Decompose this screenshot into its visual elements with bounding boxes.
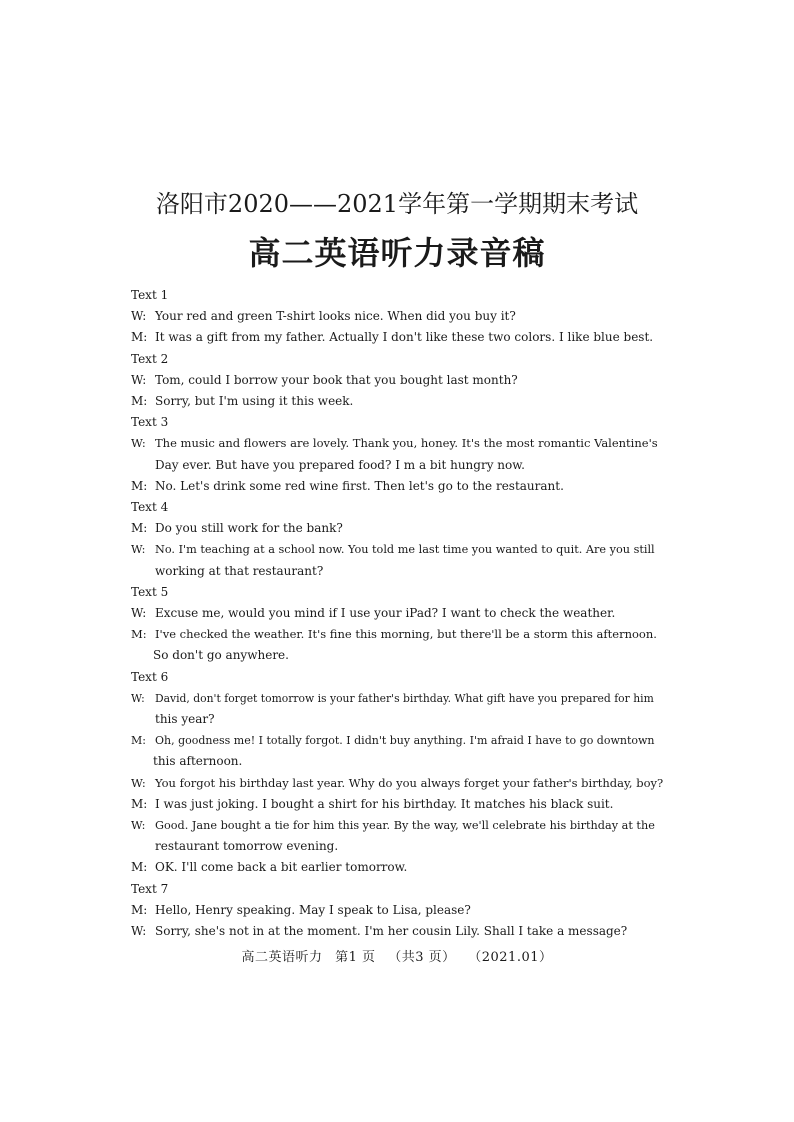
speaker-label: M:	[131, 902, 148, 917]
dialogue-line	[131, 433, 663, 454]
speaker-label: M:	[131, 627, 147, 642]
speaker-label: W:	[131, 691, 145, 705]
dialogue-continuation: this afternoon.	[153, 754, 243, 769]
dialogue-continuation: this year?	[155, 712, 215, 727]
dialogue-text: Oh, goodness me! I totally forgot. I didn't buy anything. I'm afraid I have to go downtown	[155, 734, 655, 748]
text-label: Text 6	[131, 669, 169, 684]
dialogue-line	[131, 476, 663, 497]
speaker-label: W:	[131, 819, 146, 833]
dialogue-text: No. Let's drink some red wine first. Then let's go to the restaurant.	[155, 478, 564, 493]
dialogue-text: I've checked the weather. It's fine this morning, but there'll be a storm this afternoon.	[155, 627, 657, 642]
dialogue-line	[131, 794, 663, 815]
dialogue-line	[131, 539, 663, 560]
text-label: Text 7	[131, 881, 169, 896]
dialogue-line	[131, 815, 663, 836]
dialogue-line	[131, 773, 663, 794]
document-title: 高二英语听力录音稿	[248, 234, 546, 272]
dialogue-continuation: restaurant tomorrow evening.	[155, 839, 339, 854]
footer-page-total: （共3 页）	[388, 950, 456, 965]
exam-title: 洛阳市2020——2021学年第一学期期末考试	[155, 190, 639, 218]
text-label: Text 1	[131, 288, 169, 302]
dialogue-text: OK. I'll come back a bit earlier tomorrow.	[155, 860, 408, 875]
text-label: Text 4	[131, 500, 169, 515]
speaker-label: W:	[131, 436, 146, 451]
dialogue-text: David, don't forget tomorrow is your father's birthday. What gift have you prepared for him	[155, 691, 654, 705]
dialogue-line	[131, 688, 663, 709]
dialogue-text: I was just joking. I bought a shirt for his birthday. It matches his black suit.	[155, 796, 614, 811]
dialogue-line	[131, 900, 663, 921]
dialogue-text: It was a gift from my father. Actually I don't like these two colors. I like blue best.	[155, 330, 654, 345]
speaker-label: M:	[131, 478, 148, 493]
text-label: Text 5	[131, 584, 169, 599]
footer-subject: 高二英语听力	[241, 950, 323, 965]
dialogue-text: Hello, Henry speaking. May I speak to Lisa, please?	[155, 902, 471, 917]
footer-date: （2021.01）	[468, 950, 553, 965]
speaker-label: W:	[131, 775, 146, 790]
dialogue-text: Sorry, she's not in at the moment. I'm her cousin Lily. Shall I take a message?	[155, 924, 628, 939]
speaker-label: W:	[131, 924, 147, 939]
footer-page-number: 第1 页	[335, 950, 376, 965]
dialogue-line	[131, 306, 663, 327]
dialogue-line	[131, 730, 663, 751]
speaker-label: M:	[131, 860, 148, 875]
dialogue-continuation: working at that restaurant?	[155, 563, 324, 578]
dialogue-text: No. I'm teaching at a school now. You told me last time you wanted to quit. Are you still	[155, 543, 655, 557]
speaker-label: M:	[131, 734, 146, 748]
speaker-label: M:	[131, 330, 148, 345]
dialogue-continuation: Day ever. But have you prepared food? I m a bit hungry now.	[155, 457, 525, 472]
speaker-label: W:	[131, 606, 147, 621]
dialogue-line	[131, 603, 663, 624]
speaker-label: M:	[131, 394, 148, 409]
dialogue-text: Sorry, but I'm using it this week.	[155, 394, 354, 409]
dialogue-continuation: So don't go anywhere.	[153, 648, 289, 663]
dialogue-text: You forgot his birthday last year. Why do you always forget your father's birthday, boy?	[155, 775, 664, 790]
speaker-label: W:	[131, 372, 147, 387]
dialogue-text: The music and flowers are lovely. Thank you, honey. It's the most romantic Valentine's	[155, 436, 658, 451]
dialogue-text: Good. Jane bought a tie for him this year. By the way, we'll celebrate his birthday at the	[155, 819, 655, 833]
dialogue-line	[131, 391, 663, 412]
dialogue-text: Excuse me, would you mind if I use your iPad? I want to check the weather.	[155, 606, 616, 621]
dialogue-text: Tom, could I borrow your book that you bought last month?	[155, 372, 518, 387]
text-label: Text 3	[131, 415, 169, 430]
speaker-label: W:	[131, 543, 146, 557]
text-label: Text 2	[131, 351, 169, 366]
page-footer	[0, 946, 794, 965]
dialogue-line	[131, 857, 663, 878]
dialogue-text: Do you still work for the bank?	[155, 521, 343, 536]
dialogue-line	[131, 518, 663, 539]
dialogue-text: Your red and green T-shirt looks nice. When did you buy it?	[155, 309, 516, 324]
dialogue-line	[131, 624, 663, 645]
dialogue-line	[131, 370, 663, 391]
transcript-body	[131, 285, 663, 942]
speaker-label: M:	[131, 796, 148, 811]
dialogue-line	[131, 921, 663, 942]
speaker-label: M:	[131, 521, 148, 536]
speaker-label: W:	[131, 309, 147, 324]
dialogue-line	[131, 327, 663, 348]
